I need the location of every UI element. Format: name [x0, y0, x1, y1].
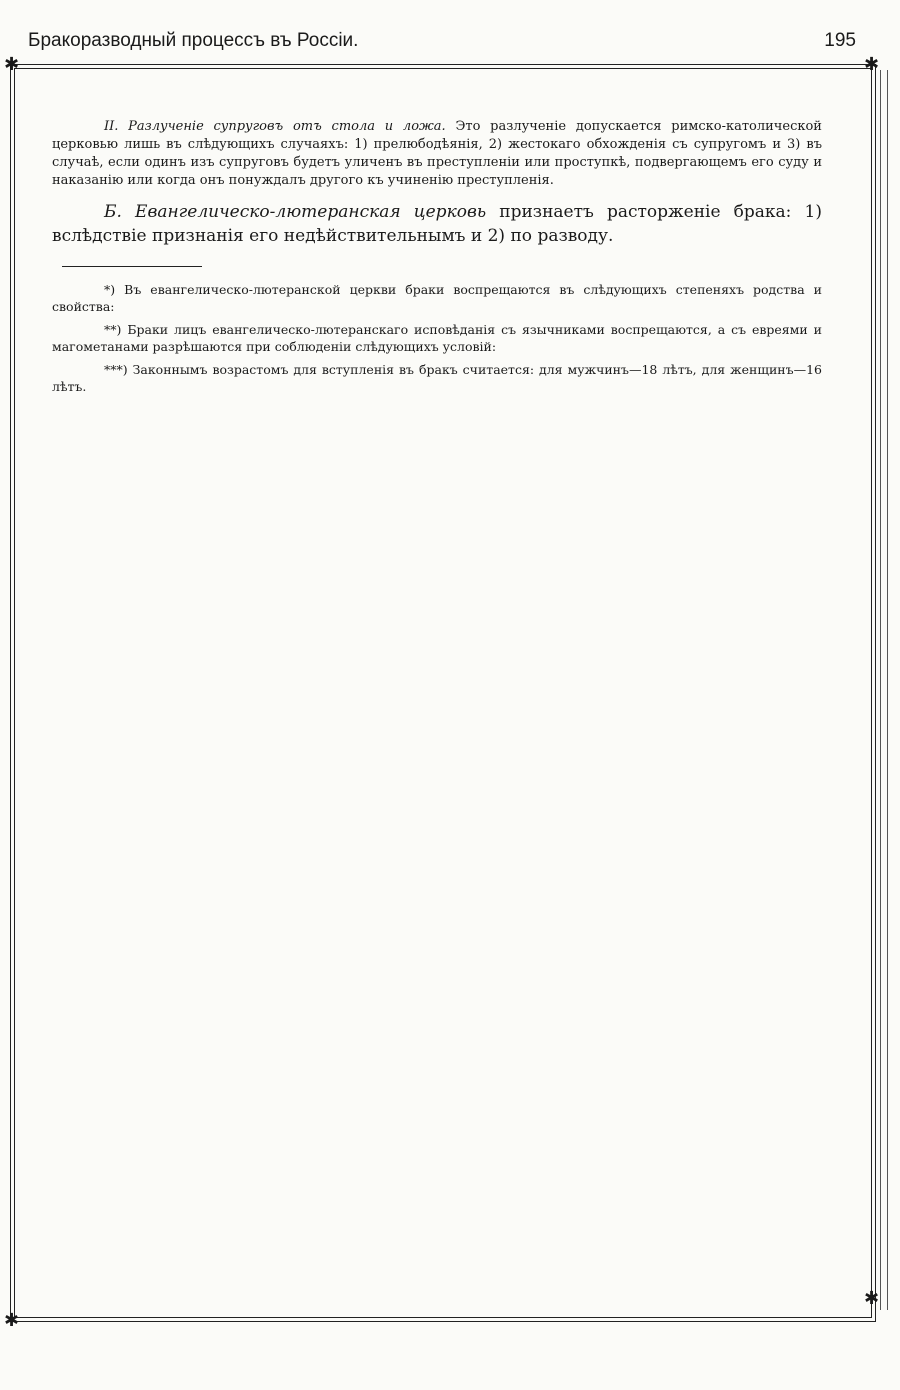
footnote: [52, 361, 822, 395]
border-ornament-star: ✱: [864, 1288, 880, 1309]
footnote-mark: *): [104, 282, 116, 297]
paragraph-section-b: [52, 200, 822, 248]
footnote: [52, 281, 822, 315]
footnote-mark: ***): [104, 362, 128, 377]
footnote-mark: **): [104, 322, 122, 337]
page-number: 195: [824, 30, 856, 51]
border-ornament-star: ✱: [4, 54, 20, 75]
footnotes: [52, 281, 822, 395]
page-body: [52, 118, 822, 401]
border-ornament-star: ✱: [4, 1310, 20, 1331]
footnote-text: Въ евангелическо-лютеранской церкви браки воспрещаются въ слѣдующихъ степеняхъ родства и свойства:: [52, 282, 822, 314]
section-heading: II. Разлученіе супруговъ отъ стола и ложа.: [104, 119, 446, 134]
footnote-text: Браки лицъ евангелическо-лютеранскаго исповѣданія съ язычниками воспрещаются, а съ евреями и магометанами разрѣшаются при соблюденіи слѣдующихъ условій:: [52, 322, 822, 354]
page-border-right-rule: [880, 70, 888, 1310]
footnote-separator: [62, 266, 202, 267]
paragraph-section-ii: [52, 118, 822, 190]
footnote: [52, 321, 822, 355]
paragraph-text: Это разлученіе допускается римско-католической церковью лишь въ слѣдующихъ случаяхъ: 1) прелюбодѣянія, 2) жестокаго обхожденія съ супругомъ и 3) въ случаѣ, если одинъ изъ супруговъ будетъ уличенъ въ преступленіи или проступкѣ, подвергающемъ его суду и наказанію или когда онъ понуждалъ другого къ учиненію преступленія.: [52, 119, 822, 188]
border-ornament-star: ✱: [864, 54, 880, 75]
running-title: Бракоразводный процессъ въ Россіи.: [28, 30, 359, 51]
footnote-text: Законнымъ возрастомъ для вступленія въ бракъ считается: для мужчинъ—18 лѣтъ, для женщинъ—16 лѣтъ.: [52, 362, 822, 394]
section-heading: Б. Евангелическо-лютеранская церковь: [104, 202, 487, 222]
running-header: [28, 30, 856, 52]
paragraph-text: признаетъ расторженіе брака: 1) вслѣдствіе признанія его недѣйствительнымъ и 2) по разводу.: [52, 202, 822, 246]
